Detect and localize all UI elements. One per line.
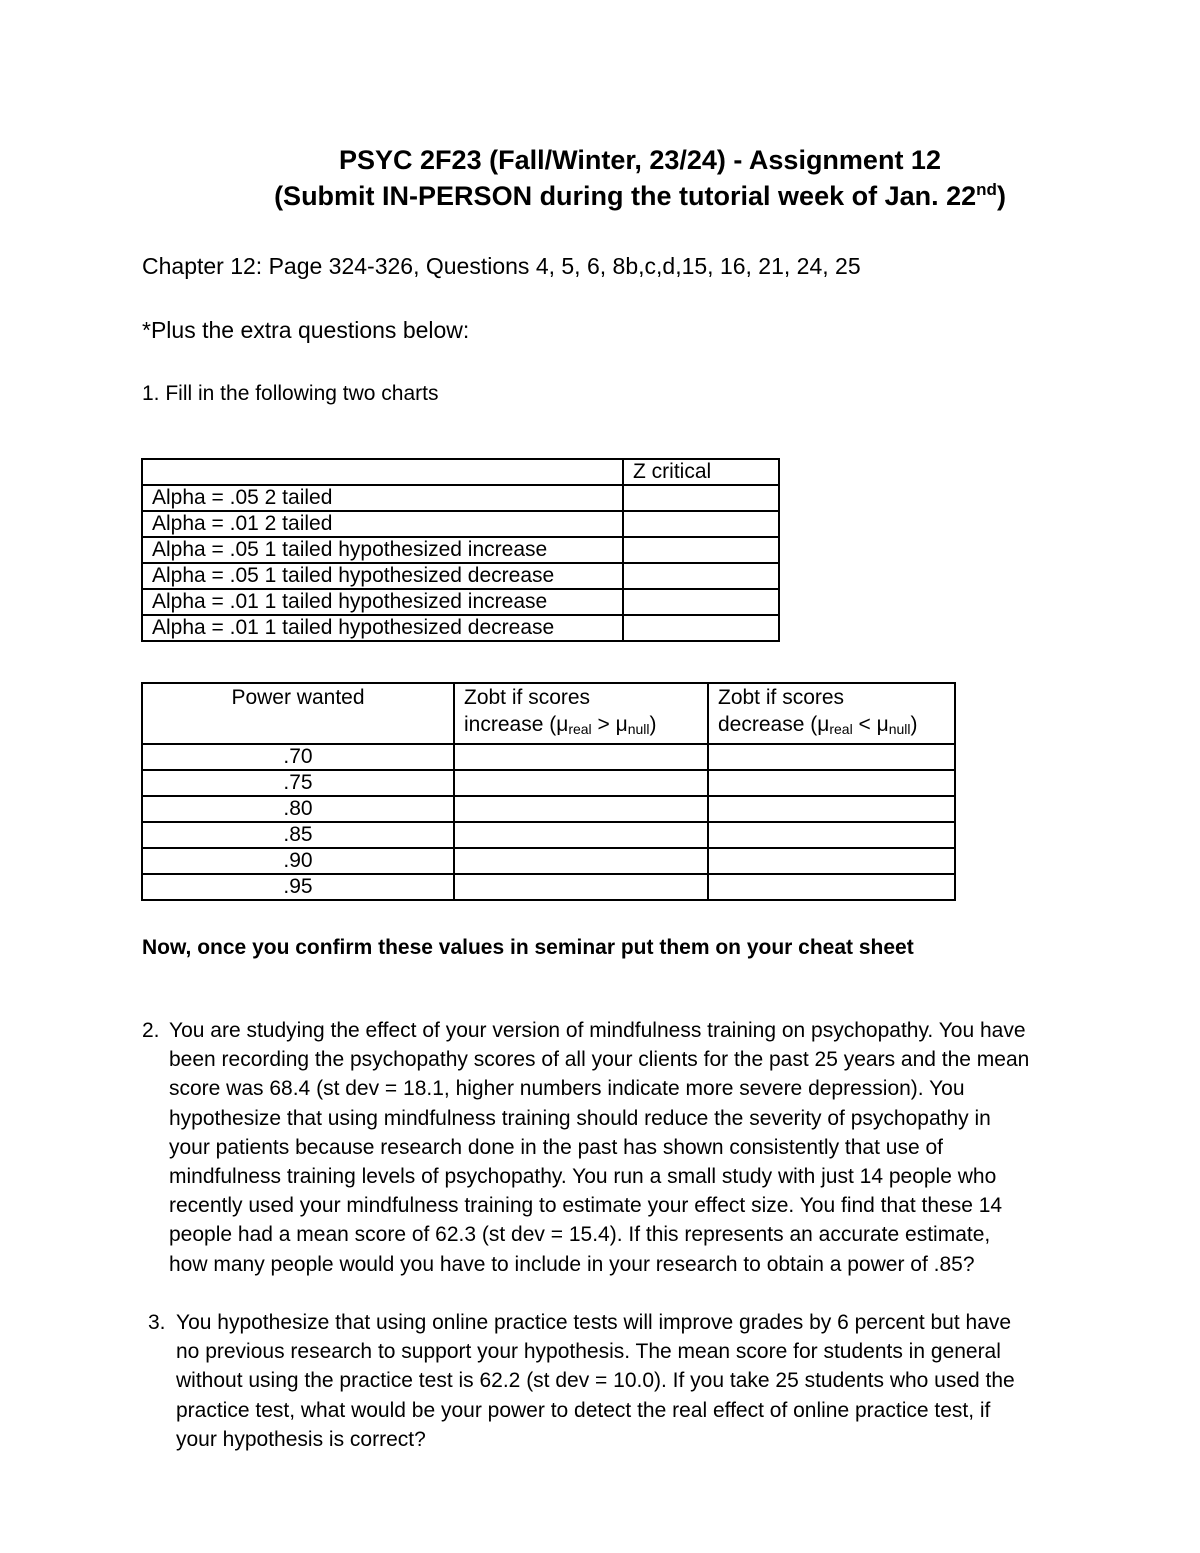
question-3-line: your hypothesis is correct?	[176, 1427, 426, 1451]
close-paren: )	[910, 713, 918, 736]
question-2-line: hypothesize that using mindfulness training should reduce the severity of psychopathy in	[169, 1106, 991, 1130]
zobt-decrease-line1: Zobt if scores	[718, 686, 845, 709]
power-value: .70	[142, 744, 454, 770]
question-3-line: no previous research to support your hypothesis. The mean score for students in general	[176, 1340, 1001, 1364]
table-row	[142, 822, 955, 848]
zobt-decrease-cell	[708, 770, 955, 796]
title-superscript: nd	[976, 180, 997, 199]
z-critical-cell	[623, 511, 779, 537]
zobt-decrease-cell	[708, 796, 955, 822]
power-wanted-header: Power wanted	[142, 683, 454, 744]
question-3-line: You hypothesize that using online practice tests will improve grades by 6 percent but have	[176, 1311, 1012, 1334]
question-2-line: You are studying the effect of your version of mindfulness training on psychopathy. You have	[169, 1019, 1026, 1042]
zobt-decrease-line2: decrease (μ	[718, 713, 830, 736]
alpha-label: Alpha = .01 1 tailed hypothesized decrease	[142, 615, 623, 641]
extra-questions-heading: *Plus the extra questions below:	[142, 317, 470, 343]
mu-real-subscript: real	[568, 721, 592, 737]
table-row	[142, 770, 955, 796]
z-critical-cell	[623, 615, 779, 641]
z-critical-cell	[623, 563, 779, 589]
zobt-increase-cell	[454, 796, 708, 822]
question-2-line: your patients because research done in the past has shown consistently that use of	[169, 1135, 943, 1159]
title-line-2	[0, 179, 1200, 213]
table-row	[142, 485, 779, 511]
zobt-decrease-header	[708, 683, 955, 744]
zobt-increase-cell	[454, 744, 708, 770]
z-critical-header: Z critical	[623, 459, 779, 485]
alpha-label: Alpha = .05 2 tailed	[142, 485, 623, 511]
question-3-text	[176, 1308, 1015, 1454]
zobt-increase-cell	[454, 848, 708, 874]
z-critical-cell	[623, 537, 779, 563]
mu-null-subscript: null	[888, 721, 911, 737]
question-2-number: 2.	[142, 1019, 160, 1042]
chapter-line: Chapter 12: Page 324-326, Questions 4, 5, 6, 8b,c,d,15, 16, 21, 24, 25	[142, 253, 861, 279]
power-value: .95	[142, 874, 454, 900]
question-2-line: people had a mean score of 62.3 (st dev = 15.4). If this represents an accurate estimate,	[169, 1223, 991, 1247]
alpha-label: Alpha = .05 1 tailed hypothesized decrease	[142, 563, 623, 589]
table-row	[142, 563, 779, 589]
zobt-increase-line2: increase (μ	[464, 713, 569, 736]
table-row	[142, 537, 779, 563]
table-row	[142, 796, 955, 822]
power-value: .85	[142, 822, 454, 848]
question-2-line: recently used your mindfulness training to estimate your effect size. You find that these 14	[169, 1194, 1003, 1218]
question-3-line: practice test, what would be your power to detect the real effect of online practice test, if	[176, 1398, 991, 1422]
z-critical-table	[141, 458, 780, 642]
power-value: .90	[142, 848, 454, 874]
zobt-decrease-cell	[708, 822, 955, 848]
title-text-1: PSYC 2F23 (Fall/Winter, 23/24) - Assignment 12	[339, 145, 941, 175]
table-row	[142, 874, 955, 900]
question-1-text: 1. Fill in the following two charts	[142, 382, 439, 405]
power-table	[141, 682, 956, 901]
zobt-increase-cell	[454, 874, 708, 900]
table-row	[142, 615, 779, 641]
zobt-decrease-cell	[708, 848, 955, 874]
question-2-line: how many people would you have to include in your research to obtain a power of .85?	[169, 1252, 975, 1276]
question-3-number: 3.	[148, 1311, 166, 1334]
table-header-empty	[142, 459, 623, 485]
table-row	[142, 589, 779, 615]
question-2-line: score was 68.4 (st dev = 18.1, higher numbers indicate more severe depression). You	[169, 1077, 965, 1101]
greater-than-mu: > μ	[591, 713, 628, 736]
cheat-sheet-note: Now, once you confirm these values in seminar put them on your cheat sheet	[142, 936, 914, 959]
alpha-label: Alpha = .01 1 tailed hypothesized increase	[142, 589, 623, 615]
table-row	[142, 511, 779, 537]
zobt-increase-cell	[454, 822, 708, 848]
table-header-row	[142, 459, 779, 485]
title-close-paren: )	[996, 181, 1006, 211]
table-row	[142, 744, 955, 770]
table-row	[142, 848, 955, 874]
zobt-increase-line1: Zobt if scores	[464, 686, 591, 709]
title-line-1	[0, 143, 1200, 177]
table-header-row	[142, 683, 955, 744]
power-value: .75	[142, 770, 454, 796]
z-critical-cell	[623, 589, 779, 615]
z-critical-cell	[623, 485, 779, 511]
question-3-line: without using the practice test is 62.2 (st dev = 10.0). If you take 25 students who used the	[176, 1369, 1015, 1393]
zobt-decrease-cell	[708, 874, 955, 900]
zobt-increase-header	[454, 683, 708, 744]
alpha-label: Alpha = .05 1 tailed hypothesized increase	[142, 537, 623, 563]
title-text-2: (Submit IN-PERSON during the tutorial week of Jan. 22	[274, 181, 977, 211]
alpha-label: Alpha = .01 2 tailed	[142, 511, 623, 537]
mu-real-subscript: real	[829, 721, 853, 737]
question-2-text	[169, 1016, 1029, 1279]
zobt-increase-cell	[454, 770, 708, 796]
question-2-line: mindfulness training levels of psychopathy. You run a small study with just 14 people who	[169, 1165, 997, 1189]
power-value: .80	[142, 796, 454, 822]
question-2-line: been recording the psychopathy scores of all your clients for the past 25 years and the mean	[169, 1048, 1030, 1072]
close-paren: )	[649, 713, 657, 736]
zobt-decrease-cell	[708, 744, 955, 770]
less-than-mu: < μ	[852, 713, 889, 736]
mu-null-subscript: null	[627, 721, 650, 737]
